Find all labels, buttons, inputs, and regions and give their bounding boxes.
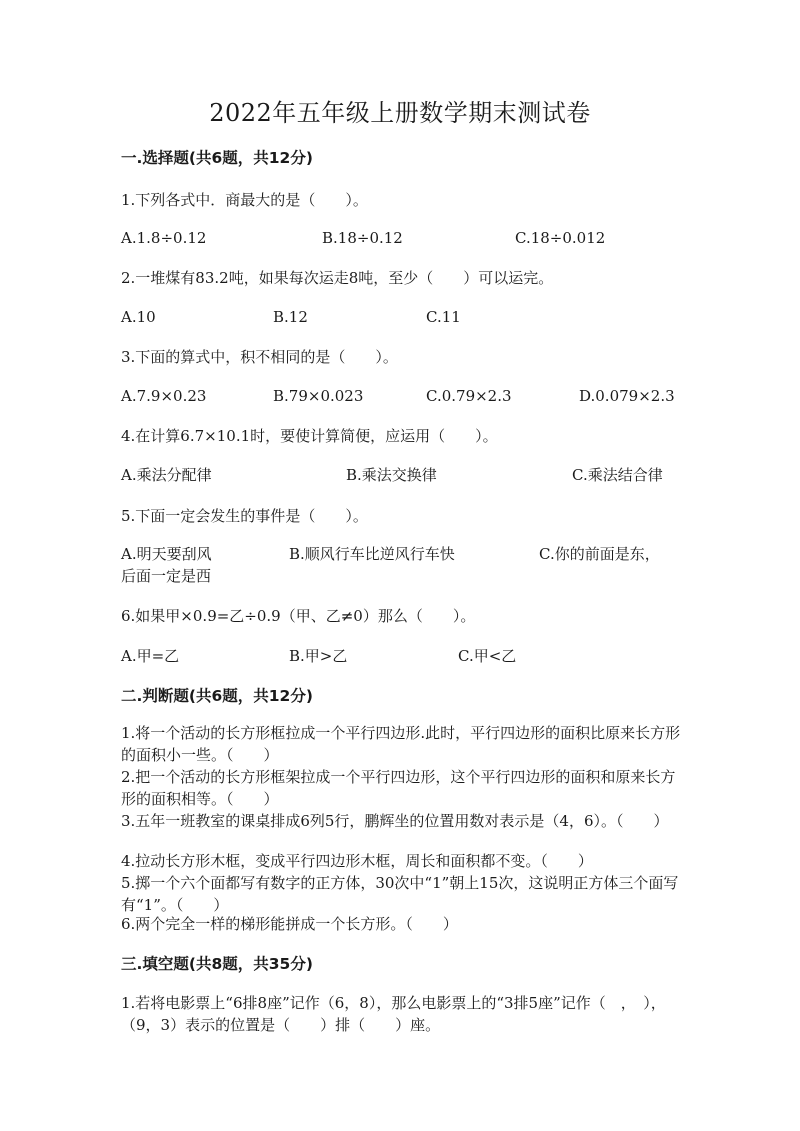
q4-option-b: B.乘法交换律 [346, 466, 437, 484]
q2-option-c: C.11 [426, 308, 461, 326]
judgment-item-1: 1.将一个活动的长方形框拉成一个平行四边形.此时，平行四边形的面积比原来长方形的面积小一些。（ ） [121, 724, 681, 764]
q4-option-c: C.乘法结合律 [572, 466, 663, 484]
question-4: 4.在计算6.7×10.1时，要使计算简便，应运用（ ）。 [121, 427, 498, 445]
judgment-item-6: 6.两个完全一样的梯形能拼成一个长方形。（ ） [121, 915, 458, 933]
q2-option-a: A.10 [121, 308, 156, 326]
q3-option-b: B.79×0.023 [273, 387, 364, 405]
fill-blank-question-1: 1.若将电影票上“6排8座”记作（6，8），那么电影票上的“3排5座”记作（ ， ），（9，3）表示的位置是（ ）排（ ）座。 [121, 994, 666, 1034]
judgment-item-4: 4.拉动长方形木框，变成平行四边形木框，周长和面积都不变。（ ） [121, 852, 593, 870]
q5-option-a: A.明天要刮风 [121, 545, 212, 563]
judgment-item-5: 5.掷一个六个面都写有数字的正方体，30次中“1”朝上15次，这说明正方体三个面写有“1”。（ ） [121, 874, 679, 914]
q2-option-b: B.12 [273, 308, 308, 326]
judgment-item-3: 3.五年一班教室的课桌排成6列5行，鹏辉坐的位置用数对表示是（4，6）。（ ） [121, 812, 669, 830]
q1-option-b: B.18÷0.12 [322, 229, 403, 247]
q5-option-b: B.顺风行车比逆风行车快 [289, 545, 455, 563]
q1-option-a: A.1.8÷0.12 [121, 229, 207, 247]
q6-option-b: B.甲>乙 [289, 647, 348, 665]
section-heading-choice: 一.选择题(共6题，共12分) [121, 149, 313, 167]
q3-option-c: C.0.79×2.3 [426, 387, 512, 405]
q4-option-a: A.乘法分配律 [121, 466, 212, 484]
question-5: 5.下面一定会发生的事件是（ ）。 [121, 507, 368, 525]
judgment-item-2: 2.把一个活动的长方形框架拉成一个平行四边形，这个平行四边形的面积和原来长方形的面积相等。（ ） [121, 768, 676, 808]
section-heading-fill-blank: 三.填空题(共8题，共35分) [121, 955, 313, 973]
section-heading-judgment: 二.判断题(共6题，共12分) [121, 687, 313, 705]
q3-option-d: D.0.079×2.3 [579, 387, 675, 405]
q5-option-c-continued: 后面一定是西 [121, 567, 212, 585]
q5-option-c: C.你的前面是东， [539, 545, 660, 563]
question-6: 6.如果甲×0.9=乙÷0.9（甲、乙≠0）那么（ ）。 [121, 607, 476, 625]
q6-option-a: A.甲=乙 [121, 647, 180, 665]
question-3: 3.下面的算式中，积不相同的是（ ）。 [121, 348, 398, 366]
q1-option-c: C.18÷0.012 [515, 229, 606, 247]
page-title: 2022年五年级上册数学期末测试卷 [209, 99, 591, 127]
question-2: 2.一堆煤有83.2吨，如果每次运走8吨，至少（ ）可以运完。 [121, 269, 554, 287]
q6-option-c: C.甲<乙 [458, 647, 517, 665]
q3-option-a: A.7.9×0.23 [121, 387, 207, 405]
question-1: 1.下列各式中．商最大的是（ ）。 [121, 191, 368, 209]
